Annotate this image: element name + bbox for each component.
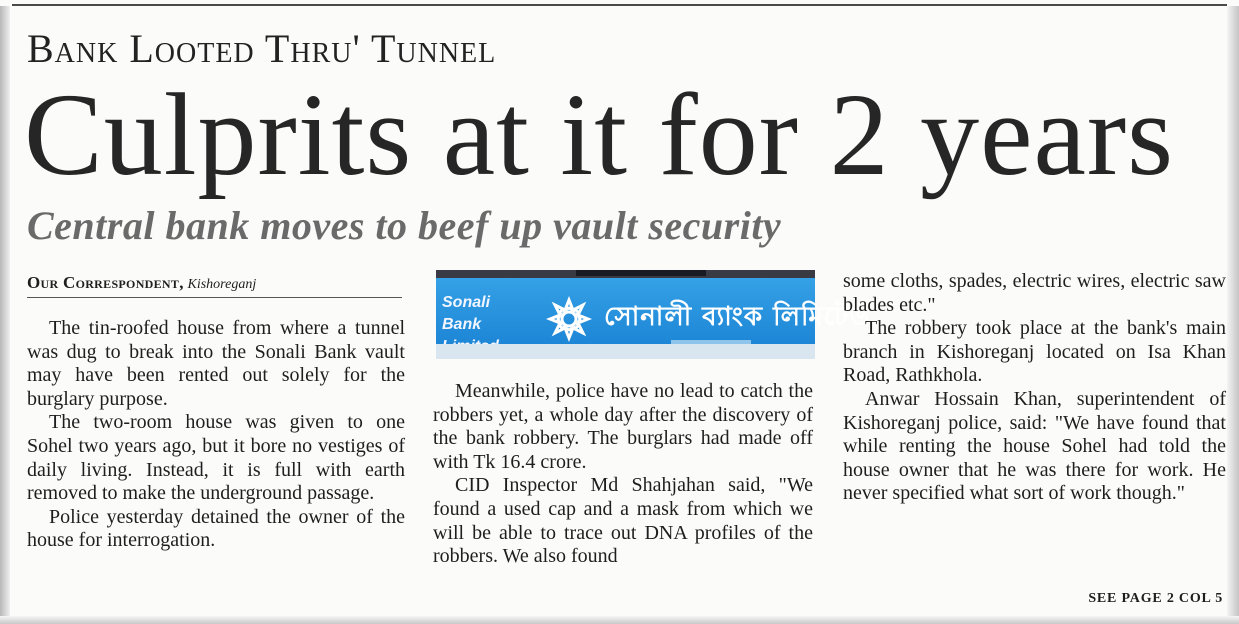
paragraph: Meanwhile, police have no lead to catch the robbers yet, a whole day after the discovery of the bank robbery. The burglars had made off with Tk 16.4 crore.: [433, 380, 813, 473]
signboard: [436, 278, 870, 344]
paragraph: Anwar Hossain Khan, superintendent of Kishoreganj police, said: "We have found that while renting the house Sohel had told the house owner that he was there for work. He never specified what sort of work though.": [843, 387, 1226, 505]
paragraph: The two-room house was given to one Sohel two years ago, but it bore no vestiges of daily living. Instead, it is full with earth removed to make the underground passage.: [27, 411, 405, 505]
page-edge-left: [0, 6, 10, 618]
byline: [27, 273, 402, 295]
page-edge-right: [1227, 6, 1239, 618]
paragraph: some cloths, spades, electric wires, electric saw blades etc.": [843, 270, 1226, 316]
article-column-1: [27, 317, 405, 553]
sonali-bank-logo-icon: [546, 296, 592, 342]
photo-top-band-dark: [576, 270, 706, 276]
paragraph: The tin-roofed house from where a tunnel was dug to break into the Sonali Bank vault may have been rented out solely for the burglary purpose.: [27, 317, 405, 410]
signboard-bengali-text: সোনালী ব্যাংক লিমিটেড: [604, 302, 870, 332]
paragraph: CID Inspector Md Shahjahan said, "We found a used cap and a mask from which we will be able to trace out DNA profiles of the robbers. We also found: [433, 474, 813, 568]
byline-name: Our Correspondent,: [27, 273, 184, 292]
headline: Culprits at it for 2 years: [24, 69, 1175, 200]
page-edge-bottom: [0, 616, 1239, 624]
continuation-note: SEE PAGE 2 COL 5: [1088, 591, 1223, 606]
photo-bottom-band: [436, 344, 815, 359]
bank-signboard-photo: [436, 270, 870, 359]
deck-subheadline: Central bank moves to beef up vault security: [27, 203, 782, 248]
byline-rule: [27, 297, 402, 298]
kicker: Bank Looted Thru' Tunnel: [27, 26, 497, 71]
top-rule: [12, 4, 1227, 6]
signboard-english-text: Sonali Bank: [442, 294, 491, 333]
article-column-3: [843, 270, 1226, 506]
paragraph: The robbery took place at the bank's main branch in Kishoreganj located on Isa Khan Road, Rathkhola.: [843, 317, 1226, 387]
article-column-2: [433, 380, 813, 569]
paragraph: Police yesterday detained the owner of the house for interrogation.: [27, 505, 405, 552]
byline-place: Kishoreganj: [187, 277, 257, 292]
